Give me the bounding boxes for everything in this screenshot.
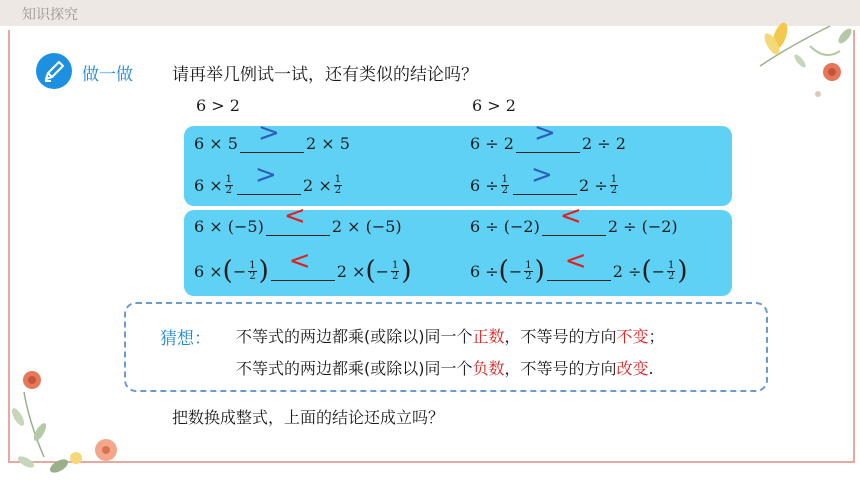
denominator: 2 xyxy=(525,270,532,282)
expr-left: 6 × 5 xyxy=(194,133,238,153)
answer-blank xyxy=(542,200,606,236)
answer-blank xyxy=(547,245,611,281)
greater-than-sign: > xyxy=(531,159,553,190)
numerator: 1 xyxy=(249,259,256,271)
section-tag: 做一做 xyxy=(82,65,133,85)
right-paren: ) xyxy=(534,256,545,286)
highlight-positive: 正数 xyxy=(472,327,505,346)
follow-up-question: 把数换成整式，上面的结论还成立吗？ xyxy=(172,408,445,427)
expr-left: 6 × (−5) xyxy=(194,216,264,236)
right-paren: ) xyxy=(677,256,688,286)
conjecture-text: 不等式的两边都乘(或除以)同一个 xyxy=(236,327,473,346)
example-row xyxy=(194,200,402,241)
denominator: 2 xyxy=(610,184,618,196)
numerator: 1 xyxy=(501,173,509,185)
greater-than-sign: > xyxy=(257,117,280,148)
denominator: 2 xyxy=(225,184,233,196)
highlight-negative: 负数 xyxy=(472,359,505,378)
fraction xyxy=(667,261,675,282)
minus-sign: − xyxy=(651,261,665,281)
numerator: 1 xyxy=(668,259,675,271)
expr-right: 2 × xyxy=(336,261,366,281)
fraction xyxy=(334,175,342,196)
conjecture-text: ，不等号的方向 xyxy=(504,359,617,378)
highlight-unchanged: 不变 xyxy=(616,327,649,346)
answer-blank xyxy=(237,159,301,195)
numerator: 1 xyxy=(392,259,399,271)
conjecture-label: 猜想： xyxy=(160,329,211,349)
numerator: 1 xyxy=(610,173,618,185)
flower-decoration-top-right-icon xyxy=(740,6,860,106)
minus-sign: − xyxy=(508,261,523,281)
header-left: 6 > 2 xyxy=(196,96,240,115)
less-than-sign: < xyxy=(559,200,582,231)
minus-sign: − xyxy=(232,261,247,281)
answer-blank xyxy=(240,117,304,153)
greater-than-sign: > xyxy=(255,159,277,190)
greater-than-sign: > xyxy=(533,117,556,148)
example-row xyxy=(470,117,626,158)
answer-blank xyxy=(271,245,335,281)
denominator: 2 xyxy=(249,270,256,282)
answer-blank xyxy=(516,117,580,153)
expr-right: 2 ÷ (−2) xyxy=(607,216,678,236)
expr-right: 2 ÷ xyxy=(612,261,642,281)
expr-left: 6 × xyxy=(194,175,223,195)
page-title: 知识探究 xyxy=(22,7,78,23)
pencil-icon xyxy=(36,53,72,89)
denominator: 2 xyxy=(392,270,399,282)
expr-left: 6 ÷ (−2) xyxy=(470,216,540,236)
minus-sign: − xyxy=(375,261,389,281)
example-row xyxy=(194,245,412,286)
right-paren: ) xyxy=(258,256,269,286)
numerator: 1 xyxy=(525,259,532,271)
less-than-sign: < xyxy=(288,245,311,276)
expr-left: 6 × xyxy=(194,261,223,281)
left-paren: ( xyxy=(365,256,376,286)
numerator: 1 xyxy=(225,173,233,185)
denominator: 2 xyxy=(501,184,509,196)
expr-right: 2 × xyxy=(303,175,332,195)
denominator: 2 xyxy=(334,184,342,196)
punctuation: . xyxy=(648,359,654,378)
example-row xyxy=(194,117,350,158)
left-paren: ( xyxy=(222,256,233,286)
fraction xyxy=(248,261,256,282)
header-right: 6 > 2 xyxy=(472,96,516,115)
answer-blank xyxy=(513,159,577,195)
fraction xyxy=(391,261,399,282)
conjecture-text: 不等式的两边都乘(或除以)同一个 xyxy=(236,359,473,378)
conjecture-line-2 xyxy=(236,356,654,379)
punctuation: ； xyxy=(648,327,665,346)
fraction xyxy=(524,261,532,282)
example-row xyxy=(470,245,688,286)
conjecture-line-1 xyxy=(236,324,665,347)
expr-left: 6 ÷ xyxy=(470,175,499,195)
answer-blank xyxy=(266,200,330,236)
example-row xyxy=(470,159,620,200)
left-paren: ( xyxy=(641,256,652,286)
top-bar xyxy=(0,0,860,26)
fraction xyxy=(225,175,233,196)
expr-right: 2 × 5 xyxy=(305,133,350,153)
expr-left: 6 ÷ xyxy=(470,261,499,281)
expr-right: 2 ÷ xyxy=(579,175,608,195)
expr-right: 2 ÷ 2 xyxy=(581,133,626,153)
expr-right: 2 × (−5) xyxy=(331,216,402,236)
question-text: 请再举几例试一试，还有类似的结论吗？ xyxy=(172,65,478,85)
left-paren: ( xyxy=(498,256,509,286)
less-than-sign: < xyxy=(564,245,587,276)
expr-left: 6 ÷ 2 xyxy=(470,133,514,153)
fraction xyxy=(501,175,509,196)
numerator: 1 xyxy=(334,173,342,185)
right-paren: ) xyxy=(401,256,412,286)
fraction xyxy=(610,175,618,196)
denominator: 2 xyxy=(668,270,675,282)
example-row xyxy=(194,159,344,200)
highlight-changed: 改变 xyxy=(616,359,649,378)
example-row xyxy=(470,200,678,241)
less-than-sign: < xyxy=(283,200,306,231)
flower-decoration-bottom-left-icon xyxy=(4,362,134,477)
conjecture-text: ，不等号的方向 xyxy=(504,327,617,346)
